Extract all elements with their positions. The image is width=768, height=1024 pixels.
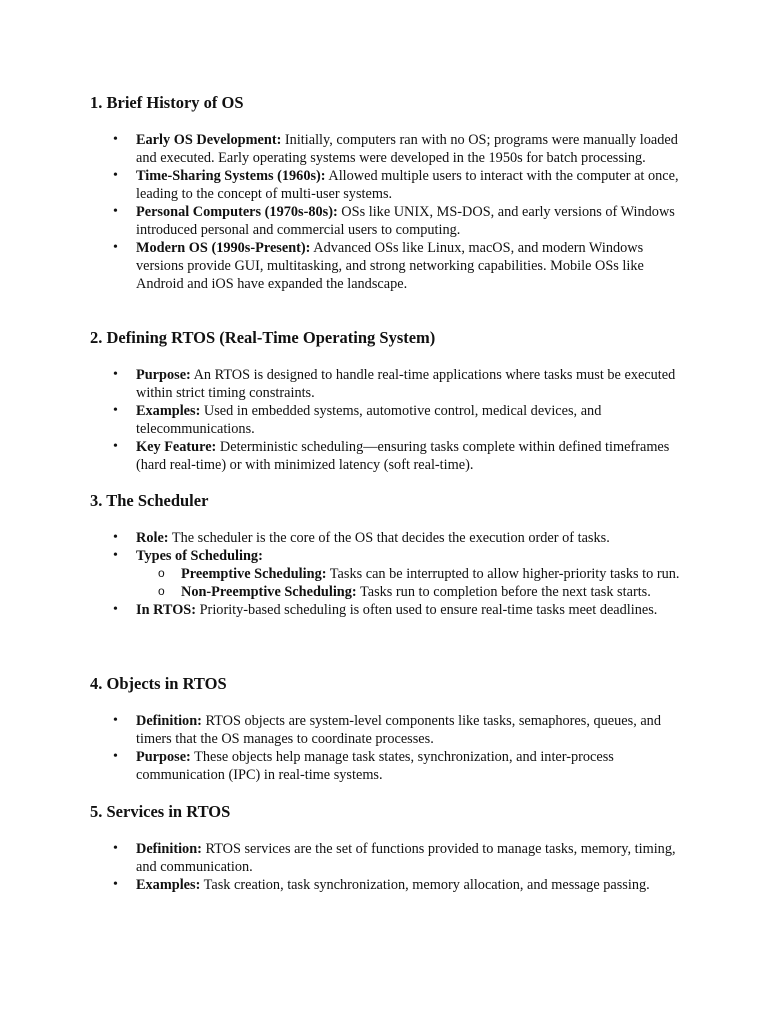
section-history [90, 93, 690, 293]
list-item: • Types of Scheduling: o Preemptive Scheduling: Tasks can be interrupted to allow higher-priority tasks to run. o Non-Preemptive Scheduling: Tasks run to completion before the next task starts. [90, 547, 690, 601]
list-item: • Time-Sharing Systems (1960s): Allowed multiple users to interact with the computer at once, leading to the concept of multi-user systems. [113, 168, 679, 202]
bullet-icon: • [113, 132, 118, 147]
bullet-list [90, 529, 690, 619]
bullet-icon: • [113, 841, 118, 856]
section-heading: 3. The Scheduler [90, 491, 209, 510]
bullet-list [90, 712, 690, 784]
list-item: • Key Feature: Deterministic scheduling—ensuring tasks complete within defined timeframes (hard real-time) or with minimized latency (soft real-time). [113, 439, 670, 473]
bullet-icon: • [113, 367, 118, 382]
section-heading: 5. Services in RTOS [90, 802, 231, 821]
section-heading: 2. Defining RTOS (Real-Time Operating System) [90, 328, 436, 347]
bullet-icon: • [113, 877, 118, 892]
circle-bullet-icon: o [158, 584, 165, 598]
bullet-icon: • [113, 530, 118, 545]
bullet-list [90, 131, 690, 293]
section-objects [90, 674, 690, 784]
bullet-icon: • [113, 439, 118, 454]
list-item: • Role: The scheduler is the core of the OS that decides the execution order of tasks. [113, 530, 610, 546]
bullet-list [90, 840, 690, 894]
section-defining-rtos [90, 328, 690, 474]
list-item: • In RTOS: Priority-based scheduling is often used to ensure real-time tasks meet deadlines. [113, 602, 658, 618]
bullet-icon: • [113, 403, 118, 418]
circle-bullet-icon: o [158, 566, 165, 580]
list-item: • Early OS Development: Initially, computers ran with no OS; programs were manually loaded and executed. Early operating systems were developed in the 1950s for batch processing. [113, 132, 678, 166]
list-item: • Definition: RTOS services are the set of functions provided to manage tasks, memory, timing, and communication. [113, 841, 676, 875]
list-item: • Purpose: An RTOS is designed to handle real-time applications where tasks must be executed within strict timing constraints. [113, 367, 676, 401]
list-item: • Purpose: These objects help manage task states, synchronization, and inter-process communication (IPC) in real-time systems. [113, 749, 614, 783]
list-item: • Definition: RTOS objects are system-level components like tasks, semaphores, queues, and timers that the OS manages to coordinate processes. [113, 713, 661, 747]
bullet-icon: • [113, 240, 118, 255]
list-item: • Examples: Used in embedded systems, automotive control, medical devices, and telecommunications. [113, 403, 602, 437]
bullet-icon: • [113, 548, 118, 563]
section-scheduler [90, 491, 690, 619]
section-heading: 4. Objects in RTOS [90, 674, 227, 693]
sub-list-item: o Non-Preemptive Scheduling: Tasks run to completion before the next task starts. [158, 584, 651, 600]
bullet-icon: • [113, 713, 118, 728]
list-item: • Modern OS (1990s-Present): Advanced OSs like Linux, macOS, and modern Windows versions provide GUI, multitasking, and strong networking capabilities. Mobile OSs like Android and iOS have expanded the landscape. [113, 240, 644, 292]
bullet-list [90, 366, 690, 474]
section-heading: 1. Brief History of OS [90, 93, 244, 112]
bullet-icon: • [113, 204, 118, 219]
section-services [90, 802, 690, 894]
list-item: • Personal Computers (1970s-80s): OSs like UNIX, MS-DOS, and early versions of Windows introduced personal and commercial users to computing. [113, 204, 675, 238]
bullet-icon: • [113, 749, 118, 764]
bullet-icon: • [113, 168, 118, 183]
bullet-icon: • [113, 602, 118, 617]
list-item: • Examples: Task creation, task synchronization, memory allocation, and message passing. [113, 877, 650, 893]
sub-list-item: o Preemptive Scheduling: Tasks can be interrupted to allow higher-priority tasks to run. [158, 566, 680, 582]
sub-bullet-list [136, 565, 690, 601]
